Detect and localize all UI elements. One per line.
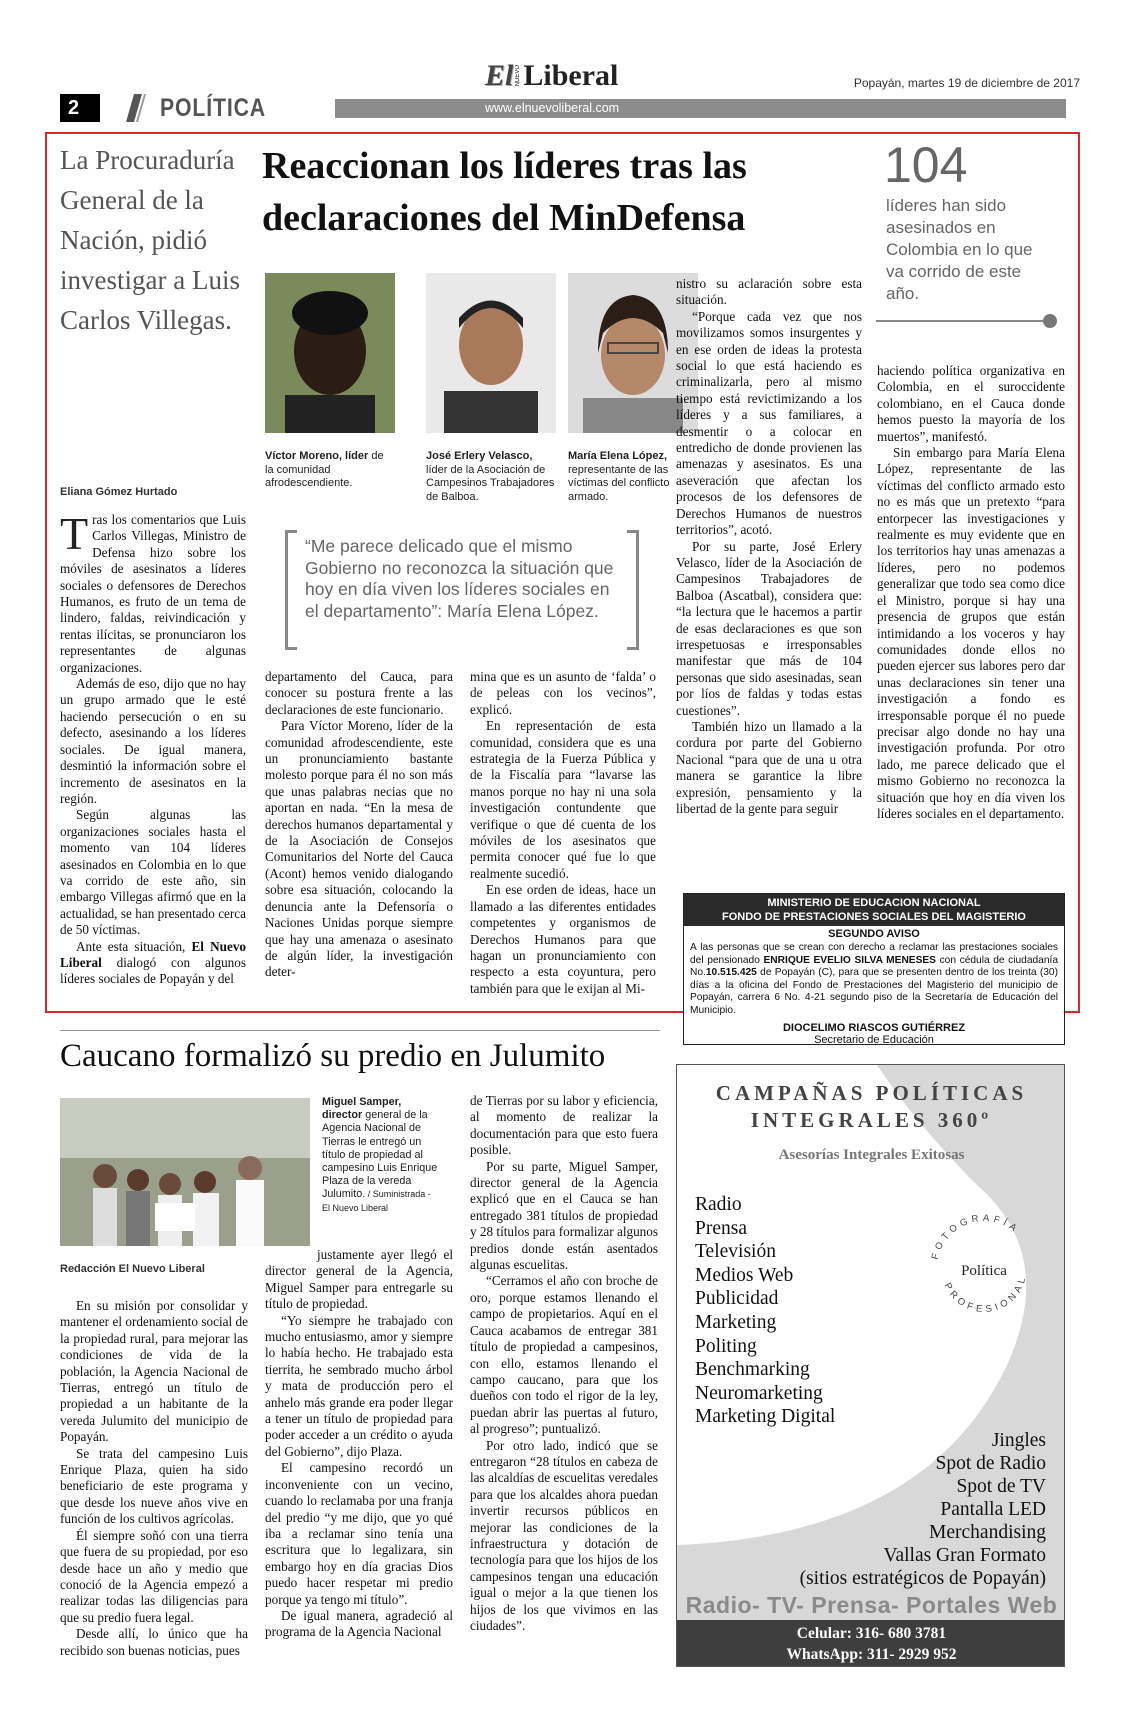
ad-service: (sitios estratégicos de Popayán) bbox=[799, 1568, 1046, 1589]
headline: Reaccionan los líderes tras las declaraciones del MinDefensa bbox=[262, 145, 747, 239]
notice-subtitle: SEGUNDO AVISO bbox=[828, 928, 920, 940]
notice-signatory: DIOCELIMO RIASCOS GUTIÉRREZ bbox=[782, 1021, 966, 1034]
ad-title-2: INTEGRALES 360º bbox=[750, 1108, 993, 1132]
photo-title-delivery bbox=[60, 1098, 310, 1246]
logo-el: El bbox=[485, 59, 514, 92]
section-name: POLÍTICA bbox=[160, 94, 266, 122]
caption-victor: Víctor Moreno, líder de la comunidad afrodescendiente. bbox=[265, 450, 384, 489]
photo-victor-moreno bbox=[265, 273, 395, 433]
drop-cap: T bbox=[60, 512, 89, 559]
left-pullquote: La Procuraduría General de la Nación, pidió investigar a Luis Carlos Villegas. bbox=[60, 145, 240, 335]
second-col-3: de Tierras por su labor y eficiencia, al momento de realizar la documentación para que esto fuera posible. Por su parte, Miguel Samper, director general de la Agencia explicó que en el Cauca se han entregado 381 títulos de propiedad y 28 títulos para formalizar algunos predios donde están asentados algunas escuelitas. “Cerramos el año con broche de oro, porque estamos llenando el campo de propietarios. Aquí en el Cauca acabamos de entregar 381 título de propiedad a campesinos, con ello, estamos llenando el campo caucano, para que los dueños con todo el rigor de la ley, puedan abrir las puertas al futuro, al progreso”; puntualizó. Por otro lado, indicó que se entregaron “28 títulos en cabeza de las alcaldías de escuelitas veredales para que los alcaldes ahora puedan invertir recursos públicos en mejorar las condiciones de la infraestructura y dotación de tecnología para que los hijos de los campesinos tengan una educación igual o mejor a la que tienen los hijos de los que vivimos en las ciudades”. bbox=[470, 1093, 658, 1633]
ad-service: Neuromarketing bbox=[695, 1382, 823, 1404]
ad-service: Radio bbox=[695, 1194, 742, 1215]
svg-text:FOTOGRAFÍA bbox=[930, 1213, 1022, 1261]
stat-number: 104 bbox=[884, 137, 968, 193]
ad-service: Marketing bbox=[695, 1311, 777, 1333]
second-col-2: justamente ayer llegó el director general de la Agencia, Miguel Samper para entregarle su título de propiedad. “Yo siempre he trabajado con mucho entusiasmo, amor y siempre lo había hecho. He trabajado esta tierrita, he sembrado mucho árbol y mata de producción pero el anhelo más grande era poder llegar a tener un título de propiedad para poder acceder a un crédito o ayuda del Gobierno”, dijo Plaza. El campesino recordó un inconveniente con un vecino, cuando lo reclamaba por una franja del predio “y me dijo, que yo qué iba a reclamar sino tenía una escritura que lo legalizara, sin embargo hoy en día gracias Dios puedo hacer respetar mi predio porque ya tengo mi título”. De igual manera, agradeció al programa de la Agencia Nacional bbox=[265, 1247, 453, 1640]
ad-service: Vallas Gran Formato bbox=[883, 1545, 1046, 1566]
quote-bracket-right bbox=[627, 530, 639, 650]
ad-contact-bar bbox=[677, 1620, 1065, 1667]
ad-service: Jingles bbox=[991, 1430, 1046, 1451]
ad-service: Spot de TV bbox=[956, 1476, 1046, 1497]
section-bar bbox=[60, 94, 1066, 122]
caption-maria: María Elena López, representante de las víctimas del conflicto armado. bbox=[568, 450, 670, 503]
section-divider bbox=[60, 1030, 660, 1031]
ad-service: Benchmarking bbox=[695, 1359, 810, 1381]
second-photo-caption: Miguel Samper, director general de la Agencia Nacional de Tierras le entregó un título de propiedad al campesino Luis Enrique Plaza de la vereda Julumito. / Suministrada - El Nuevo Liberal bbox=[322, 1096, 438, 1213]
second-headline: Caucano formalizó su predio en Julumito bbox=[60, 1038, 606, 1074]
header bbox=[0, 0, 1125, 128]
svg-text:PROFESIONAL bbox=[942, 1273, 1029, 1315]
ad-services-left bbox=[695, 1193, 835, 1429]
main-col-4: nistro su aclaración sobre esta situación. “Porque cada vez que nos movilizamos somos insurgentes y en ese orden de ideas la protesta social lo que está haciendo es criminalizarla, pero al mismo tiempo está revictimizando a los líderes y a sus familiares, a desmentir o a colocar en entredicho de donde provienen las amenazas y asesinatos. Es una aseveración que afectan los procesos de los defensores de Derechos Humanos de nuestros territorios”, acotó. Por su parte, José Erlery Velasco, líder de la Asociación de Campesinos Trabajadores de Balboa (Ascatbal), considera que: “la lectura que le hacemos a partir de esas declaraciones es que son irrespetuosas e irresponsables manifestar que más de 104 personas que sido asesinadas, sean por líos de faldas y todas estas cuestiones”. También hizo un llamado a la cordura por parte del Gobierno Nacional “para que de una u otra manera se garantice la libre expresión, pensamiento y la libertad de la gente para seguir bbox=[676, 276, 862, 816]
stamp-center: Política bbox=[961, 1263, 1007, 1279]
notice-header: MINISTERIO DE EDUCACION NACIONAL FONDO DE PRESTACIONES SOCIALES DEL MAGISTERIO bbox=[684, 894, 1064, 926]
ad-service: Merchandising bbox=[929, 1522, 1046, 1543]
ad-services-right bbox=[800, 1429, 1046, 1590]
second-col-1: En su misión por consolidar y mantener el ordenamiento social de la propiedad rural, para mejorar las condiciones de vida de la población, la Agencia Nacional de Tierras, entregó un título de propiedad a un habitante de la vereda Julumito del municipio de Popayán. Se trata del campesino Luis Enrique Plaza, quien ha sido beneficiario de este programa y que desde los nueve años vive en función de los cultivos agrícolas. Él siempre soñó con una tierra que fuera de su propiedad, por eso desde hace un año y medio que conoció de la Agencia empezó a realizar todas las diligencias para que su predio fuera legal. Desde allí, lo único que ha recibido son buenas noticias, pues bbox=[60, 1298, 248, 1658]
logo-nuevo: NUEVO bbox=[515, 65, 522, 87]
ad-service: Spot de Radio bbox=[935, 1453, 1046, 1474]
ad-title-1: CAMPAÑAS POLÍTICAS bbox=[715, 1081, 1028, 1105]
ad-phone-celular: Celular: 316- 680 3781 bbox=[796, 1625, 947, 1642]
byline: Eliana Gómez Hurtado bbox=[60, 486, 178, 498]
section-slash-icon bbox=[122, 94, 146, 122]
second-byline: Redacción El Nuevo Liberal bbox=[60, 1263, 205, 1275]
main-col-1: T ras los comentarios que Luis Carlos Villegas, Ministro de Defensa hizo sobre los móviles de asesinatos a líderes sociales o defensores de Derechos Humanos, es fruto de un tema de lindero, faldas, reivindicación y rentas ilícitas, se pronunciaron los representantes de algunas organizaciones. Además de eso, dijo que no hay un grupo armado que le esté haciendo persecución o en su defecto, asesinando a los líderes sociales. De igual manera, desmintió la información sobre el incremento de asesinatos en la región. Según algunas las organizaciones sociales hasta el momento van 104 líderes asesinados en Colombia en lo que va corrido de este año, sin embargo Villegas afirmó que en la actualidad, se han presentado cerca de 50 víctimas. Ante esta situación, El Nuevo Liberal dialogó con algunos líderes sociales de Popayán y del bbox=[60, 512, 246, 987]
gray-rule bbox=[335, 99, 1066, 118]
ad-service: Medios Web bbox=[695, 1264, 794, 1286]
ad-service: Prensa bbox=[695, 1217, 747, 1239]
stat-dot-icon bbox=[1043, 314, 1057, 328]
campaign-advertisement bbox=[676, 1064, 1065, 1667]
photo-stamp bbox=[923, 1207, 1045, 1329]
issue-date: Popayán, martes 19 de diciembre de 2017 bbox=[853, 76, 1080, 90]
caption-jose: José Erlery Velasco, líder de la Asociación de Campesinos Trabajadores de Balboa. bbox=[426, 450, 555, 503]
ad-banner: Radio- TV- Prensa- Portales Web bbox=[685, 1592, 1058, 1618]
page-number: 2 bbox=[60, 94, 100, 122]
quote-bracket-left bbox=[285, 530, 297, 650]
ad-service: Pantalla LED bbox=[940, 1499, 1046, 1520]
ad-service: Politing bbox=[695, 1335, 757, 1357]
pull-quote: “Me parece delicado que el mismo Gobierno no reconozca la situación que hoy en día viven los líderes sociales en el departamento”: María Elena López. bbox=[305, 536, 614, 621]
government-notice bbox=[683, 893, 1065, 1045]
notice-body: A las personas que se crean con derecho a reclamar las prestaciones sociales del pensionado ENRIQUE EVELIO SILVA MENESES con cédula de ciudadanía No.10.515.425 de Popayán (C), para que se presenten dentro de los treinta (30) días a la oficina del Fondo de Prestaciones del Magisterio del municipio de Popayán, carrera 6 No. 4-21 segundo piso de la Secretaría de Educación del Municipio. bbox=[690, 942, 1058, 1016]
main-col-2: departamento del Cauca, para conocer su postura frente a las declaraciones de este funcionario. Para Víctor Moreno, líder de la comunidad afrodescendiente, este un pronunciamiento bastante molesto porque para él no son más que unas palabras necias que no aportan en nada. “En la mesa de derechos humanos departamental y de la Asociación de Consejos Comunitarios del Norte del Cauca (Acont) hemos venido dialogando sobre esa situación, colocando la denuncia ante la Defensoría o Naciones Unidas porque siempre que hay una amenaza o asesinato de algún líder, la investigación deter- bbox=[265, 669, 453, 980]
ad-phone-whatsapp: WhatsApp: 311- 2929 952 bbox=[786, 1646, 957, 1663]
ad-service: Publicidad bbox=[695, 1288, 779, 1310]
website-link[interactable]: www.elnuevoliberal.com bbox=[485, 101, 620, 115]
stat-rule bbox=[876, 320, 1050, 322]
ad-service: Marketing Digital bbox=[695, 1406, 836, 1428]
stat-text: líderes han sido asesinados en Colombia en lo que va corrido de este año. bbox=[886, 196, 1033, 303]
photo-jose-erlery-velasco bbox=[426, 273, 556, 433]
main-col-5: haciendo política organizativa en Colombia, en el suroccidente colombiano, en el Cauca donde hemos puesto la mayoría de los muertos”, manifestó. Sin embargo para María Elena López, representante de las víctimas del conflicto armado esto no es más que un pretexto “para entorpecer las investigaciones y realmente es muy evidente que en los territorios hay unas amenazas a líderes, pero no podemos generalizar que todo sea como dice el Ministro, porque si hay una presencia de grupos que están intimidando a los voceros y hay comunidades donde ellos no pueden ejercer sus labores pero dar unas declaraciones sin tener una investigación a fondo es irresponsable porque él no puede precisar algo donde no hay una investigación profunda. Por otro lado, me parece delicado que el mismo Gobierno no reconozca la situación que hoy en día viven los líderes sociales en el departamento. bbox=[877, 363, 1065, 821]
stamp-arc-bottom: PROFESIONAL bbox=[941, 1273, 1029, 1316]
logo-liberal: Liberal bbox=[523, 59, 619, 92]
masthead-logo bbox=[485, 60, 618, 92]
main-col-3: mina que es un asunto de ‘falda’ o de peleas con los vecinos”, explicó. En representación de esta comunidad, considera que es una estrategia de la Fuerza Pública y de la Fiscalía para “lavarse las manos porque no hay ni una sola investigación contundente que verifique o que dé cuenta de los móviles de los asesinatos que permita conocer qué fue lo que realmente sucedió. En ese orden de ideas, hace un llamado a las diferentes entidades competentes y organismos de Derechos Humanos para que hagan un pronunciamiento con respecto a esta coyuntura, pero también para que le exijan al Mi- bbox=[470, 669, 656, 996]
stamp-arc-top: FOTOGRAFÍA bbox=[929, 1212, 1022, 1261]
ad-subtitle: Asesorías Integrales Exitosas bbox=[778, 1147, 965, 1163]
notice-signatory-title: Secretario de Educación bbox=[814, 1033, 934, 1046]
ad-service: Televisión bbox=[695, 1241, 776, 1263]
